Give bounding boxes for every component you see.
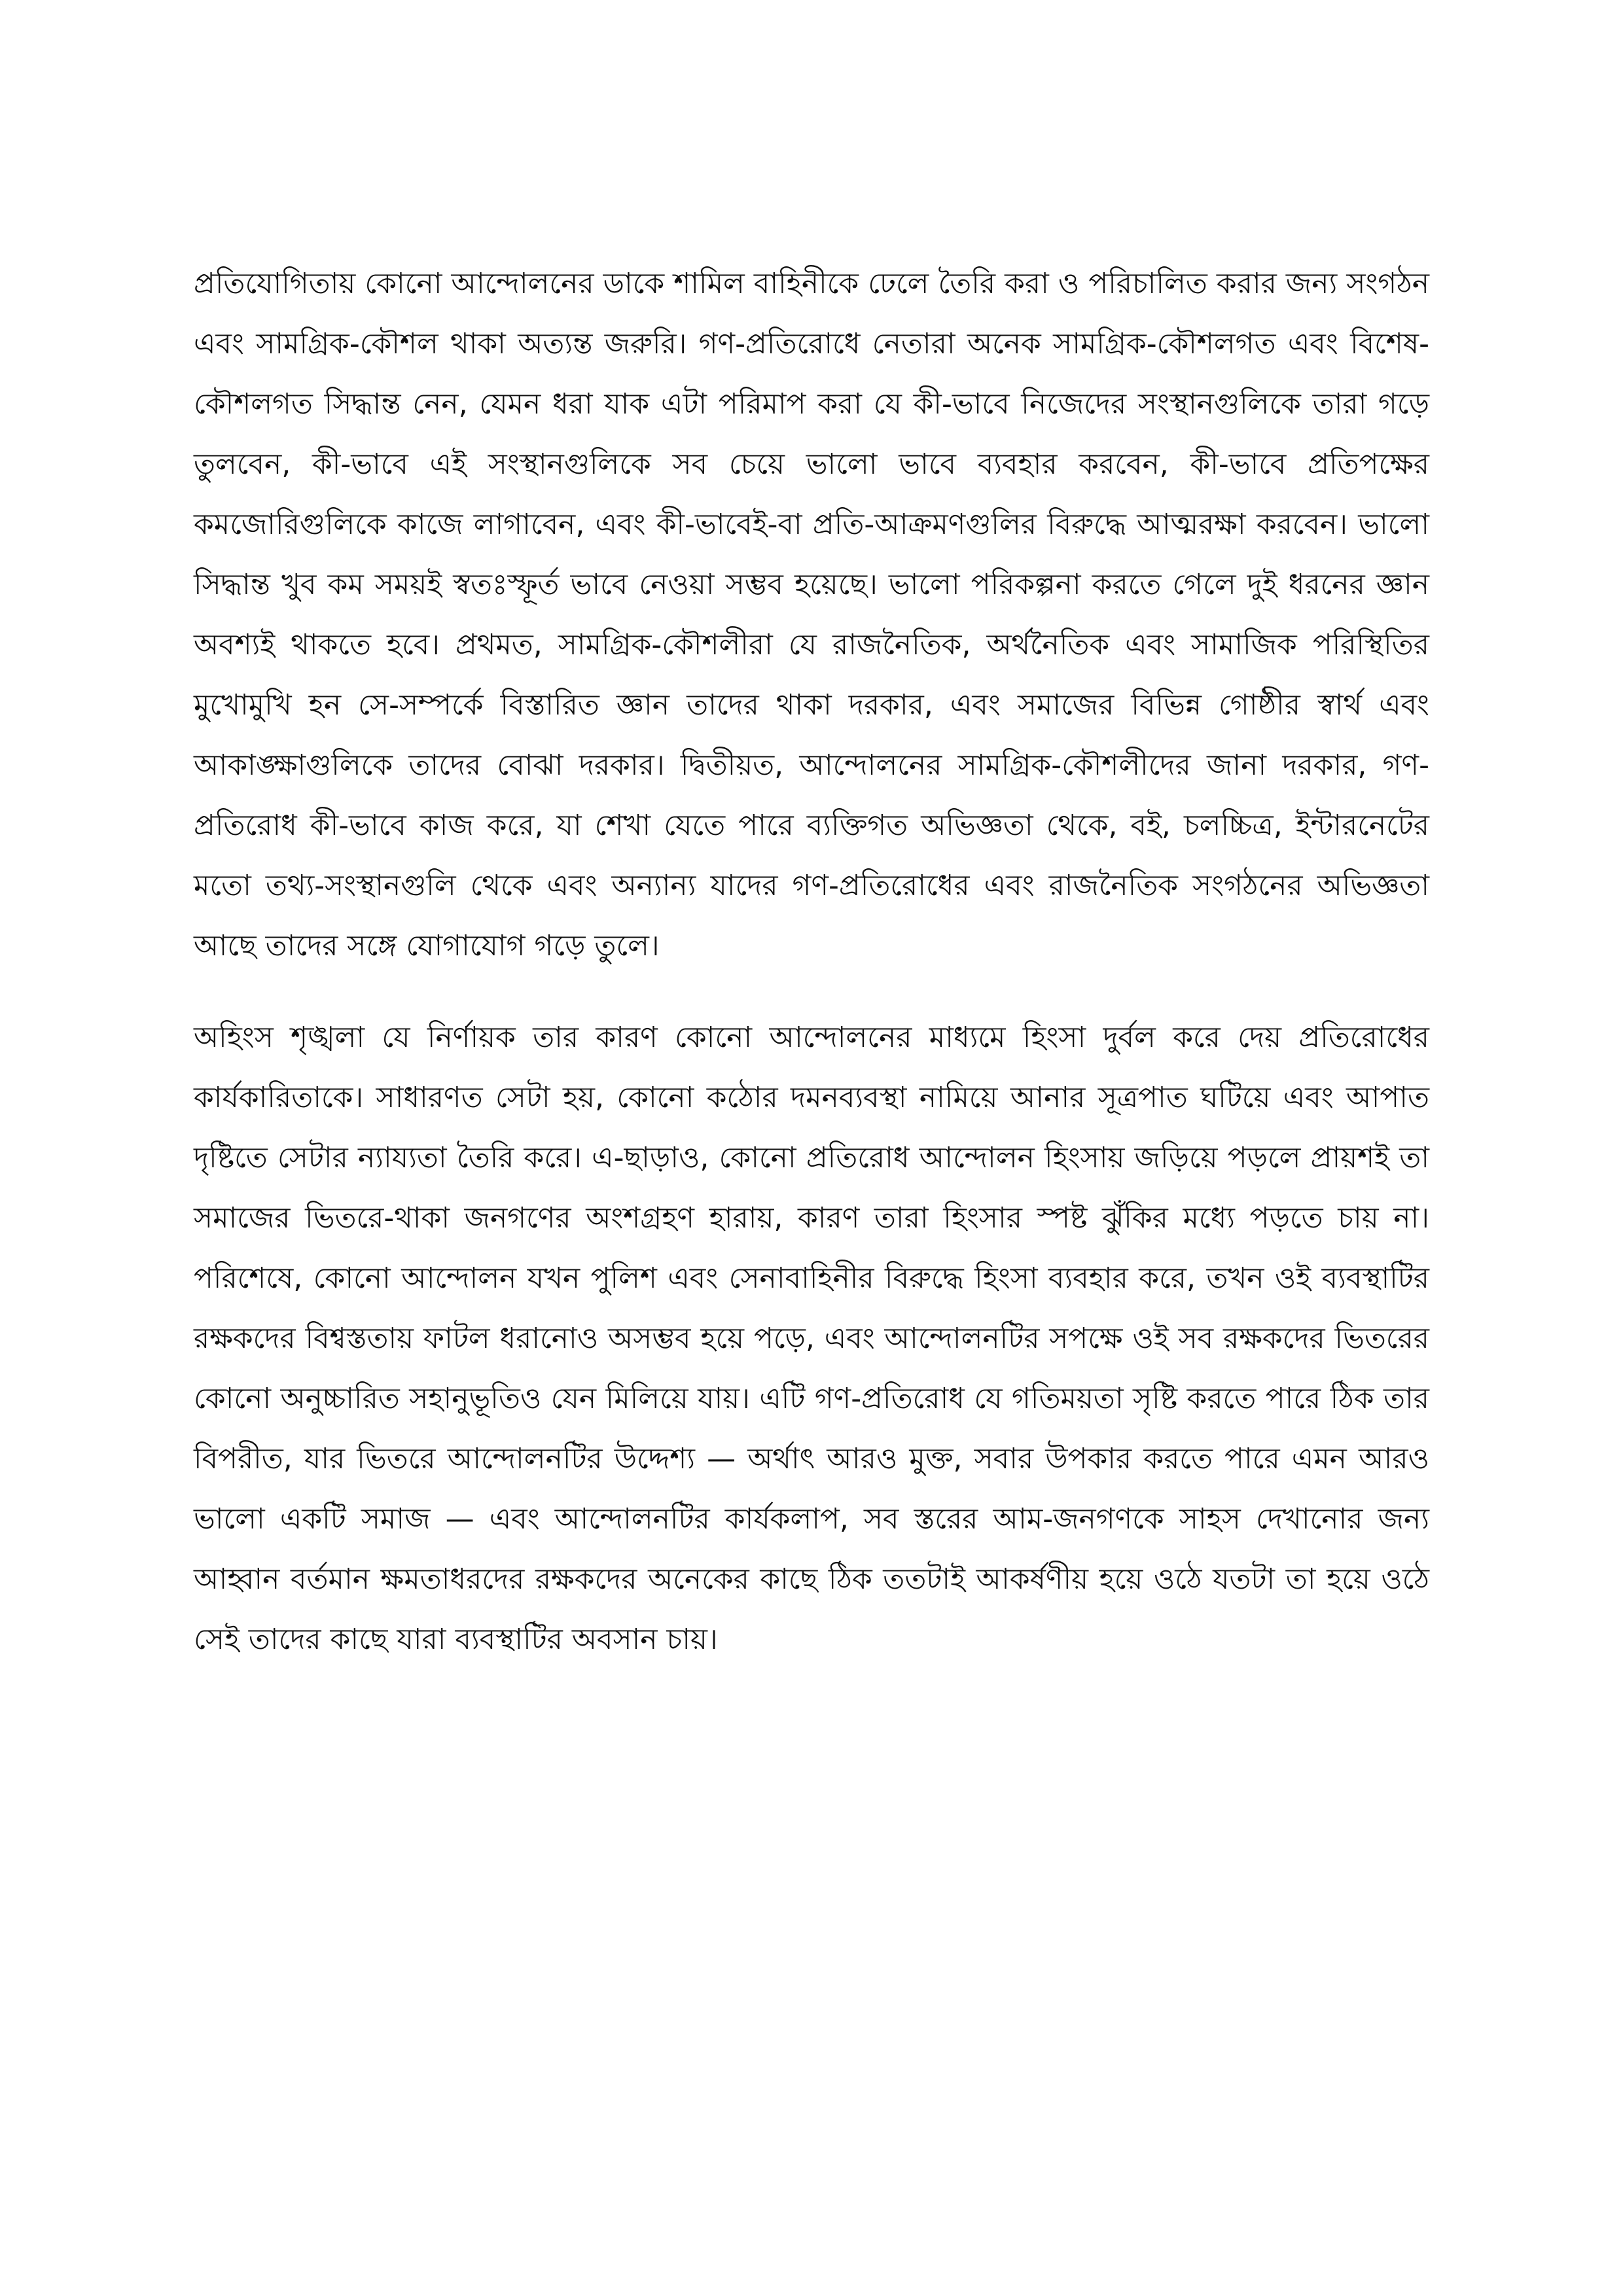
body-text [194,254,1429,1670]
paragraph-2: অহিংস শৃঙ্খলা যে নির্ণায়ক তার কারণ কোনো আন্দোলনের মাধ্যমে হিংসা দুর্বল করে দেয় প্রতিরোধের কার্যকারিতাকে। সাধারণত সেটা হয়, কোনো কঠোর দমনব্যবস্থা নামিয়ে আনার সূত্রপাত ঘটিয়ে এবং আপাত দৃষ্টিতে সেটার ন্যায্যতা তৈরি করে। এ-ছাড়াও, কোনো প্রতিরোধ আন্দোলন হিংসায় জড়িয়ে পড়লে প্রায়শই তা সমাজের ভিতরে-থাকা জনগণের অংশগ্রহণ হারায়, কারণ তারা হিংসার স্পষ্ট ঝুঁকির মধ্যে পড়তে চায় না। পরিশেষে, কোনো আন্দোলন যখন পুলিশ এবং সেনাবাহিনীর বিরুদ্ধে হিংসা ব্যবহার করে, তখন ওই ব্যবস্থাটির রক্ষকদের বিশ্বস্ততায় ফাটল ধরানোও অসম্ভব হয়ে পড়ে, এবং আন্দোলনটির সপক্ষে ওই সব রক্ষকদের ভিতরের কোনো অনুচ্চারিত সহানুভূতিও যেন মিলিয়ে যায়। এটি গণ-প্রতিরোধ যে গতিময়তা সৃষ্টি করতে পারে ঠিক তার বিপরীত, যার ভিতরে আন্দোলনটির উদ্দেশ্য — অর্থাৎ আরও মুক্ত, সবার উপকার করতে পারে এমন আরও ভালো একটি সমাজ — এবং আন্দোলনটির কার্যকলাপ, সব স্তরের আম-জনগণকে সাহস দেখানোর জন্য আহ্বান বর্তমান ক্ষমতাধরদের রক্ষকদের অনেকের কাছে ঠিক ততটাই আকর্ষণীয় হয়ে ওঠে যতটা তা হয়ে ওঠে সেই তাদের কাছে যারা ব্যবস্থাটির অবসান চায়। [194,1021,1429,1656]
paragraph-1: প্রতিযোগিতায় কোনো আন্দোলনের ডাকে শামিল বাহিনীকে ঢেলে তৈরি করা ও পরিচালিত করার জন্য সংগঠন এবং সামগ্রিক-কৌশল থাকা অত্যন্ত জরুরি। গণ-প্রতিরোধে নেতারা অনেক সামগ্রিক-কৌশলগত এবং বিশেষ-কৌশলগত সিদ্ধান্ত নেন, যেমন ধরা যাক এটা পরিমাপ করা যে কী-ভাবে নিজেদের সংস্থানগুলিকে তারা গড়ে তুলবেন, কী-ভাবে এই সংস্থানগুলিকে সব চেয়ে ভালো ভাবে ব্যবহার করবেন, কী-ভাবে প্রতিপক্ষের কমজোরিগুলিকে কাজে লাগাবেন, এবং কী-ভাবেই-বা প্রতি-আক্রমণগুলির বিরুদ্ধে আত্মরক্ষা করবেন। ভালো সিদ্ধান্ত খুব কম সময়ই স্বতঃস্ফূর্ত ভাবে নেওয়া সম্ভব হয়েছে। ভালো পরিকল্পনা করতে গেলে দুই ধরনের জ্ঞান অবশ্যই থাকতে হবে। প্রথমত, সামগ্রিক-কৌশলীরা যে রাজনৈতিক, অর্থনৈতিক এবং সামাজিক পরিস্থিতির মুখোমুখি হন সে-সম্পর্কে বিস্তারিত জ্ঞান তাদের থাকা দরকার, এবং সমাজের বিভিন্ন গোষ্ঠীর স্বার্থ এবং আকাঙ্ক্ষাগুলিকে তাদের বোঝা দরকার। দ্বিতীয়ত, আন্দোলনের সামগ্রিক-কৌশলীদের জানা দরকার, গণ-প্রতিরোধ কী-ভাবে কাজ করে, যা শেখা যেতে পারে ব্যক্তিগত অভিজ্ঞতা থেকে, বই, চলচ্চিত্র, ইন্টারনেটের মতো তথ্য-সংস্থানগুলি থেকে এবং অন্যান্য যাদের গণ-প্রতিরোধের এবং রাজনৈতিক সংগঠনের অভিজ্ঞতা আছে তাদের সঙ্গে যোগাযোগ গড়ে তুলে। [194,267,1429,963]
